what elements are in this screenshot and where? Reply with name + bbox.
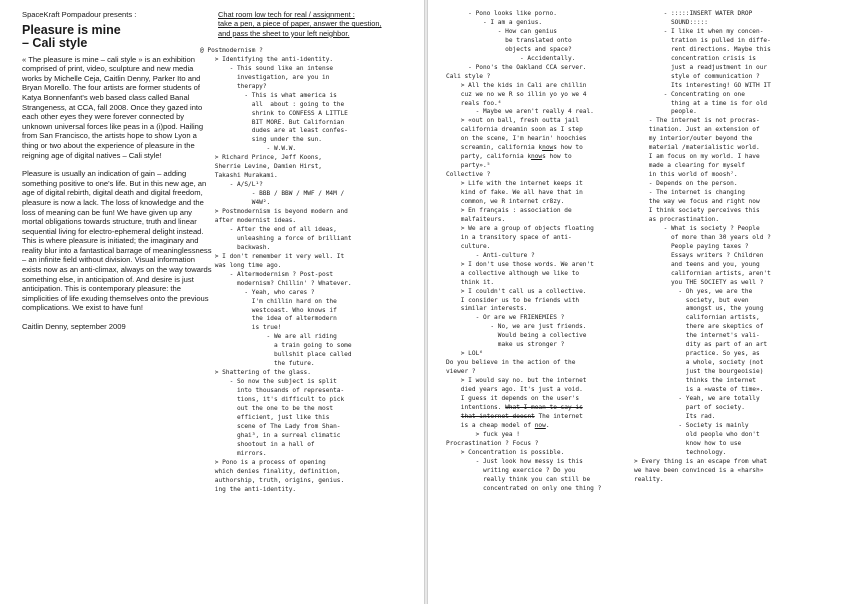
chat-line: and teens and you, young	[634, 260, 760, 268]
chat-line: - The internet is changing	[634, 189, 745, 197]
chat-lines-1	[200, 47, 422, 495]
chat-line: - How can genius	[446, 27, 557, 35]
chat-line: > Life with the internet keeps it	[446, 180, 583, 188]
chat-line: Do you believe in the action of the	[446, 359, 576, 367]
chat-line: Its interesting! GO WITH IT	[634, 81, 771, 89]
chat-line: tination. Just an extension of	[634, 126, 760, 134]
chat-line: bullshit place called	[200, 351, 352, 359]
chat-line: technology.	[634, 448, 727, 456]
chat-line: Procrastination ? Focus ?	[446, 439, 539, 447]
chat-line: on the scene, I'm hearin' hoochies	[446, 135, 587, 143]
chat-line: party, california knows how to	[446, 153, 572, 161]
chat-line: tions, it's difficult to pick	[200, 396, 345, 404]
chat-line: think it.	[446, 278, 495, 286]
chat-line: californian artists, aren't	[634, 269, 771, 277]
chat-line: Essays writers ? Children	[634, 251, 764, 259]
chat-line: - Accidentally.	[446, 54, 576, 62]
chat-line: shootout in a hall of	[200, 440, 315, 448]
chat-line: backwash.	[200, 243, 271, 251]
chat-line: > Shattering of the glass.	[200, 369, 311, 377]
chat-line: Would being a collective	[446, 332, 587, 340]
chat-line: thinks the internet	[634, 377, 757, 385]
chat-line: - Society is mainly	[634, 421, 749, 429]
chat-line: Sherrie Levine, Damien Hirst,	[200, 163, 323, 171]
chat-line: cuz we no we R so illin yo yo we 4	[446, 90, 587, 98]
chat-line: > Postmodernism is beyond modern and	[200, 208, 348, 216]
chat-line: tration is pulled in diffe-	[634, 36, 771, 44]
chat-line: ghai³, in a surreal climatic	[200, 431, 341, 439]
chat-line: is a cheap model of now.	[446, 421, 550, 429]
chat-line: > «out on ball, fresh outta jail	[446, 117, 580, 125]
intro-paragraph-1: « The pleasure is mine – cali style » is an exhibition comprised of print, video, sculpture and new media works by Michelle Ceja, Caitlin Denny, Parker Ito and Bryan Morello. The four artists are former students of Katya Bonnenfant's web based class called Banal Strangeness, at CCA, fall 2008. Once they gazed into each other eyes they were forever connected by unknown universal forces like peas in a (i)pod. Hailing from San Francisco, the artists hope to show Lyon a thing or two about the experience of pleasure in the reigning age of digital natives – Cali style!	[22, 54, 204, 160]
chat-line: part of society.	[634, 403, 745, 411]
chat-line: in a transitory space of anti-	[446, 233, 572, 241]
chat-line: > LOL⁶	[446, 350, 483, 358]
intro-paragraph-2: Pleasure is usually an indication of gain – adding something positive to one's life. But in this new age, an age of digital rebirth, digital death and digital freedom, pleasure is now a lack. The loss of knowledge and the loss of meaning can be fun! We have given up any mortal obligations towards structure, truth and linear sequential living for electro-ephemeral delight instead. This is where pleasure is initiated; the imaginary and reality blur into a fantastical barrage of meaninglessness – an infinite field without division. Visual information exists now as an anti-climax, always on the way towards something else, in anticipation of. And desire is just anticipation. This is contemporary pleasure: the simplicities of life exuding themselves onto the previous complications. We exist to have fun!	[22, 169, 212, 313]
chat-line: style of communication ?	[634, 72, 760, 80]
chat-line: my interior/outer beyond the	[634, 135, 753, 143]
chat-line: - No, we are just friends.	[446, 323, 587, 331]
chat-line: - This sound like an intense	[200, 64, 334, 72]
chat-line: - What is society ? People	[634, 224, 760, 232]
chat-instructions	[218, 10, 422, 38]
presents-line: SpaceKraft Pompadour presents :	[22, 10, 137, 19]
chat-line: people.	[634, 108, 697, 116]
chat-line: - We are all riding	[200, 333, 337, 341]
chat-line: - Maybe we aren't really 4 real.	[446, 108, 594, 116]
chat-line: is a «waste of time».	[634, 386, 764, 394]
chat-line: authorship, truth, origins, genius.	[200, 476, 345, 484]
chat-line: - The internet is not procras-	[634, 117, 760, 125]
chat-line: I guess it depends on the user's	[446, 394, 580, 402]
chat-line: - Altermodernism ? Post-post	[200, 270, 334, 278]
chat-line: - Oh yes, we are the	[634, 287, 753, 295]
chat-line: > I would say no. but the internet	[446, 377, 587, 385]
chat-line: westcoast. Who knows if	[200, 306, 337, 314]
chat-line: - W.W.W.	[200, 145, 297, 153]
chat-line: People paying taxes ?	[634, 242, 749, 250]
chat-line: BIT MORE. But Californian	[200, 118, 345, 126]
chat-line: just a readjustment in our	[634, 63, 768, 71]
chat-line: writing exercice ? Do you	[446, 466, 576, 474]
chat-line: - I like it when my concen-	[634, 27, 764, 35]
underlined-word: now	[531, 153, 543, 161]
chat-line: - Concentrating on one	[634, 90, 745, 98]
chat-line: objects and space?	[446, 45, 572, 53]
chat-line: - Yeah, we are totally	[634, 394, 760, 402]
chat-line: dudes are at least confes-	[200, 127, 348, 135]
chat-line: californian artists,	[634, 314, 760, 322]
chat-line: there are skeptics of	[634, 323, 764, 331]
signature: Caitlin Denny, september 2009	[22, 322, 126, 332]
chat-line: died years ago. It's just a void.	[446, 386, 583, 394]
chat-line: > Concentration is possible.	[446, 448, 565, 456]
chat-line: > All the kids in Cali are chillin	[446, 81, 587, 89]
chat-line: therapy?	[200, 82, 267, 90]
chat-line: that internet doesnt The internet	[460, 412, 583, 420]
chat-line: - Anti-culture ?	[446, 251, 535, 259]
chat-line: - :::::INSERT WATER DROP	[634, 10, 753, 17]
chat-line: know how to use	[634, 439, 742, 447]
chat-line: a train going to some	[200, 342, 352, 350]
chat-line: common, we R internet cr8zy.	[446, 198, 565, 206]
chat-line: a whole, society (not	[634, 359, 764, 367]
chat-line: concentration crisis is	[634, 54, 757, 62]
chat-line: I think society perceives this	[634, 206, 760, 214]
struck-text: What I mean to say is	[505, 403, 583, 411]
chat-line: similar interests.	[446, 305, 528, 313]
chat-line: material /materialistic world.	[634, 144, 760, 152]
intro-column	[22, 10, 212, 332]
chat-line: concentrated on only one thing ?	[446, 484, 602, 492]
chat-line: into thousands of representa-	[200, 387, 345, 395]
chat-column-3	[634, 10, 844, 485]
chat-line: - I am a genius.	[446, 18, 543, 26]
chat-line: all about : going to the	[200, 100, 345, 108]
chat-line: investigation, are you in	[200, 73, 330, 81]
chat-line: I'm chillin hard on the	[200, 297, 337, 305]
chat-column-1	[200, 10, 422, 495]
chat-line: practice. So yes, as	[634, 350, 760, 358]
chat-line: made a clearing for myself	[634, 162, 745, 170]
chat-line: society, but even	[634, 296, 749, 304]
chat-line: W4W².	[200, 199, 271, 207]
chat-line: the internet's vali-	[634, 332, 760, 340]
chat-line: out the one to be the most	[200, 405, 334, 413]
chat-line: after modernist ideas.	[200, 217, 297, 224]
chat-instruction-3: and pass the sheet to your left neighbor.	[218, 28, 350, 38]
chat-line: shrink to CONFESS A LITTLE	[200, 109, 348, 117]
chat-line: - Just look how messy is this	[446, 457, 583, 465]
underlined-word: now	[542, 144, 554, 152]
chat-line: SOUND:::::	[634, 18, 708, 26]
chat-line: Its rad.	[634, 412, 716, 420]
chat-line: thing at a time is for old	[634, 99, 768, 107]
chat-line: is true!	[200, 324, 282, 332]
chat-line: sing under the sun.	[200, 136, 323, 144]
chat-line: > I don't remember it very well. It	[200, 252, 345, 260]
chat-instruction-1: Chat room low tech for real / assignment :	[218, 10, 355, 19]
chat-line: really think you can still be	[446, 475, 591, 483]
chat-line: amongst us, the young	[634, 305, 764, 313]
chat-line: Cali style ?	[446, 72, 491, 80]
chat-line: reality.	[634, 475, 664, 483]
chat-line: > I don't use those words. We aren't	[446, 260, 594, 268]
chat-line: viewer ?	[446, 368, 476, 376]
chat-line: > En français : association de	[446, 206, 572, 214]
chat-line: > I couldn't call us a collective.	[446, 287, 587, 295]
chat-line: be translated onto	[446, 36, 572, 44]
chat-line: a collective although we like to	[446, 269, 580, 277]
chat-line: - Yeah, who cares ?	[200, 288, 315, 296]
chat-line: mirrors.	[200, 449, 267, 457]
chat-line: which denies finality, definition,	[200, 467, 341, 475]
chat-line: > Richard Prince, Jeff Koons,	[200, 154, 323, 162]
title-line-2: – Cali style	[22, 36, 88, 51]
chat-line: ing the anti-identity.	[200, 485, 297, 493]
chat-line: reals foo.⁴	[446, 99, 502, 107]
chat-line: - Pono's the Oakland CCA server.	[446, 63, 587, 71]
chat-line: - Or are we FRIENEMIES ?	[446, 314, 565, 322]
chat-line: modernism? Chillin' ? Whatever.	[200, 279, 352, 287]
chat-line: california dreamin soon as I step	[446, 126, 583, 134]
chat-line: you THE SOCIETY as well ?	[634, 278, 764, 286]
chat-line: the idea of altermodern	[200, 315, 337, 323]
chat-line: - This is what america is	[200, 91, 337, 99]
chat-line: the future.	[200, 360, 315, 368]
chat-line: as procrastination.	[634, 215, 720, 223]
chat-line: unleashing a force of brilliant	[200, 234, 352, 242]
title-line-1: Pleasure is mine	[22, 22, 121, 37]
chat-line: in this world of moosh⁷.	[634, 171, 738, 179]
chat-line: - So now the subject is split	[200, 378, 337, 386]
chat-line: of more than 30 years old ?	[634, 233, 771, 241]
chat-line: we have been convinced is a «harsh»	[634, 466, 764, 474]
chat-column-2	[446, 10, 646, 493]
struck-text: that internet doesnt	[460, 412, 535, 420]
chat-line: > fuck yea !	[446, 430, 520, 438]
chat-line: just the bourgeoisie)	[634, 368, 764, 376]
chat-line: was long time ago.	[200, 261, 282, 269]
chat-line: efficient, just like this	[200, 413, 330, 421]
chat-line: culture.	[446, 242, 491, 250]
chat-line: rent directions. Maybe this	[634, 45, 771, 53]
chat-line: > We are a group of objects floating	[446, 224, 594, 232]
chat-line: I consider us to be friends with	[446, 296, 580, 304]
chat-line: make us stronger ?	[446, 341, 565, 349]
chat-line: I am focus on my world. I have	[634, 153, 760, 161]
chat-line: kind of fake. We all have that in	[446, 189, 583, 197]
chat-line: party».⁵	[446, 162, 491, 170]
chat-line: screamin, california knows how to	[446, 144, 583, 152]
chat-line: - Depends on the person.	[634, 180, 738, 188]
chat-line: - A/S/L¹?	[200, 181, 263, 189]
chat-line: - BBB / BBW / MWF / M4M /	[200, 190, 345, 198]
underlined-word: now	[534, 421, 546, 429]
chat-line: the way we focus and right now	[634, 198, 760, 206]
chat-line: > Pono is a process of opening	[200, 458, 326, 466]
chat-line: - After the end of all ideas,	[200, 225, 337, 233]
chat-line: malfaiteurs.	[446, 215, 506, 223]
chat-line: dity as part of an art	[634, 341, 768, 349]
chat-line: Takashi Murakami.	[200, 172, 278, 180]
chat-line: > Identifying the anti-identity.	[200, 55, 334, 63]
chat-line: Collective ?	[446, 171, 491, 179]
page-title	[22, 24, 212, 51]
chat-line: - Pono looks like porno.	[446, 10, 557, 17]
right-page	[428, 0, 852, 604]
left-page	[0, 0, 424, 604]
chat-line: old people who don't	[634, 430, 760, 438]
chat-line: intentions. What I mean to say is	[446, 403, 583, 411]
chat-line: @ Postmodernism ?	[200, 46, 263, 54]
chat-line: scene of The Lady from Shan-	[200, 422, 341, 430]
chat-line: > Every thing is an escape from what	[634, 457, 768, 465]
chat-instruction-2: take a pen, a piece of paper, answer the question,	[218, 19, 382, 29]
